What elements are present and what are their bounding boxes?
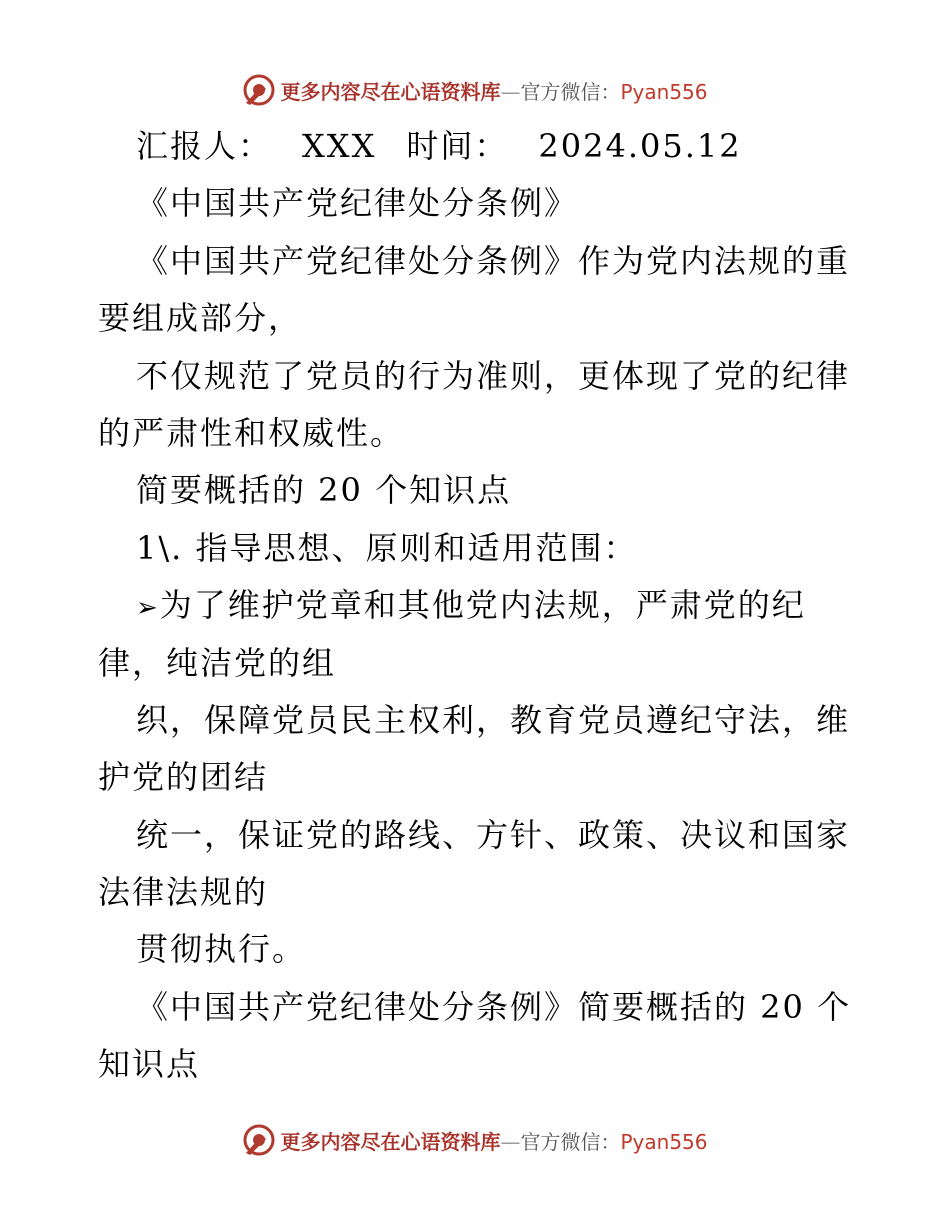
paragraph-line: 护党的团结 [98, 758, 269, 797]
report-date: 2024.05.12 [538, 127, 742, 165]
banner-dash: — [500, 1129, 521, 1154]
paragraph-line: 《中国共产党纪律处分条例》作为党内法规的重 [136, 241, 851, 280]
paragraph-line: 贯彻执行。 [136, 930, 307, 969]
paragraph-line: 统一，保证党的路线、方针、政策、决议和国家 [136, 815, 851, 854]
document-title: 《中国共产党纪律处分条例》 [136, 184, 579, 223]
arrow-bullet-icon: ➢ [136, 593, 160, 624]
pen-logo-icon [242, 1123, 276, 1157]
reporter-label: 汇报人： [136, 127, 273, 165]
paragraph-line: 要组成部分， [98, 299, 303, 338]
banner-main-text: 更多内容尽在心语资料库 [280, 79, 501, 104]
bullet-text: 为了维护党章和其他党内法规，严肃党的纪 [159, 586, 806, 625]
paragraph-line: 律，纯洁党的组 [98, 643, 337, 682]
header-watermark-banner [0, 70, 950, 110]
banner-wechat-id: Pyan556 [620, 79, 708, 104]
banner-dash: — [500, 79, 521, 104]
numbered-heading: 1\. 指导思想、原则和适用范围： [136, 528, 638, 567]
paragraph-line: 不仅规范了党员的行为准则，更体现了党的纪律 [136, 356, 851, 395]
pen-logo-icon [242, 73, 276, 107]
banner-text [280, 1126, 707, 1155]
banner-text [280, 76, 707, 105]
reporter-name: XXX [302, 127, 377, 165]
paragraph-line: 的严肃性和权威性。 [98, 413, 405, 452]
banner-wechat-id: Pyan556 [620, 1129, 708, 1154]
banner-main-text: 更多内容尽在心语资料库 [280, 1129, 501, 1154]
paragraph-line: 法律法规的 [98, 873, 269, 912]
banner-wechat-label: 官方微信： [520, 79, 621, 104]
paragraph-line: 《中国共产党纪律处分条例》简要概括的 20 个 [136, 987, 852, 1026]
report-header-line [98, 118, 858, 175]
paragraph-line: 织，保障党员民主权利，教育党员遵纪守法，维 [136, 700, 851, 739]
banner-wechat-label: 官方微信： [520, 1129, 621, 1154]
time-label: 时间： [406, 127, 509, 165]
bullet-line [98, 577, 858, 634]
paragraph-line: 知识点 [98, 1045, 201, 1084]
section-heading: 简要概括的 20 个知识点 [136, 471, 512, 510]
footer-watermark-banner [0, 1120, 950, 1160]
document-body [98, 118, 858, 1094]
